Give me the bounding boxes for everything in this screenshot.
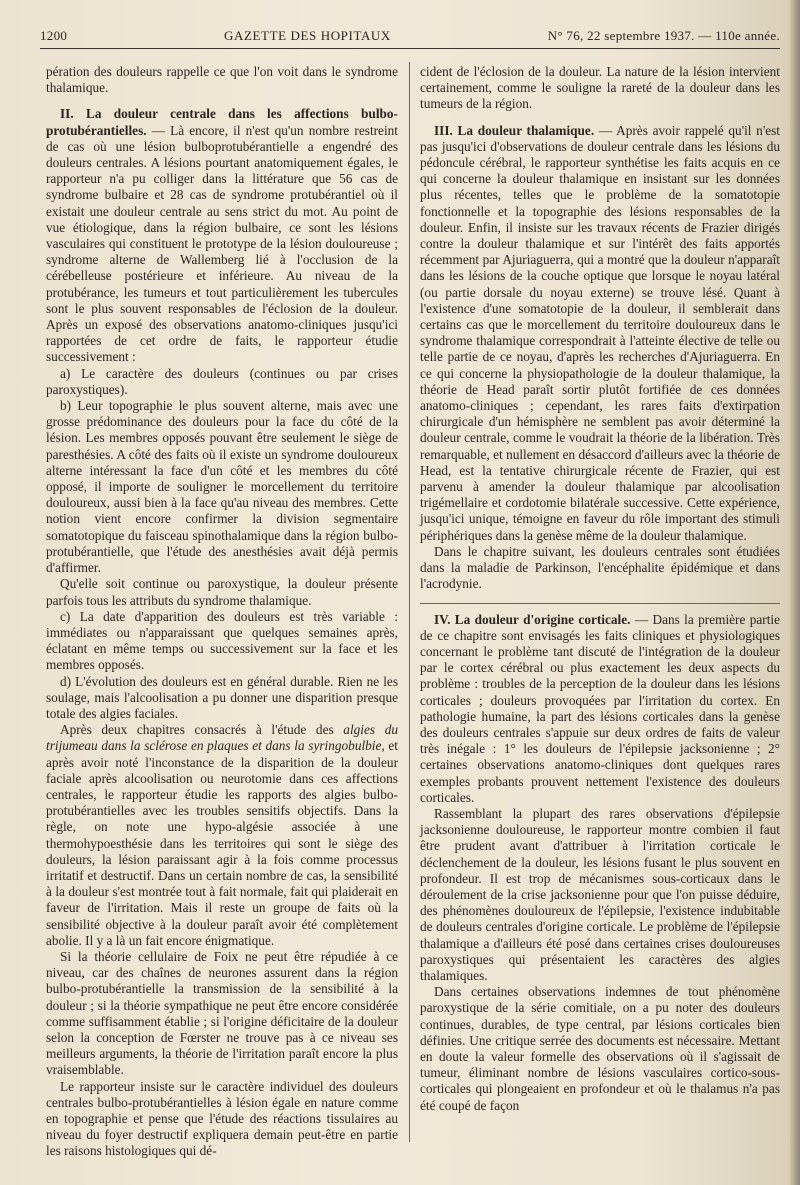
paragraph: d) L'évolution des douleurs est en général durable. Rien ne les soulage, mais l'alcoolisation a pu donner une disparition presque totale des algies faciales.: [46, 673, 398, 721]
section-rule: [420, 603, 780, 604]
header-rule: [40, 48, 780, 49]
page-header: [40, 28, 780, 48]
issue-info: N° 76, 22 septembre 1937. — 110e année.: [547, 28, 780, 43]
paragraph: Rassemblant la plupart des rares observations d'épilepsie jacksonienne douloureuse, le rapporteur montre combien il faut être prudent avant d'attribuer à l'irritation corticale le déclenchement de la douleur, les lésions fusant le plus souvent en profondeur. Il est trop de mécanismes sous-corticaux dans le déroulement de la crise jacksonienne pour que l'on puisse déduire, des phénomènes douloureux de l'épilepsie, l'existence indubitable de douleurs centrales d'origine corticale. Le problème de l'épilepsie thalamique a d'ailleurs été posé dans certaines crises douloureuses paroxystiques qui présentaient les caractères des algies thalamiques.: [420, 805, 780, 983]
italic-text: algies du trijumeau dans la sclérose en plaques et dans la syringobulbie,: [46, 722, 398, 754]
page-number: 1200: [40, 28, 68, 43]
section-4: [420, 612, 780, 806]
section-text: — Après avoir rappelé qu'il n'est pas jusqu'ici d'observations de douleur centrale dans les lésions du pédoncule cérébral, le rapporteur synthétise les faits acquis en ce qui concerne la douleur thalamique en insistant sur les données plus récentes, telles que le problème de la somatotopie fonctionnelle et la topographie des lésions responsables de la douleur. Enfin, il insiste sur les travaux récents de Frazier dirigés contre la douleur thalamique et sur l'intérêt des faits apportés récemment par Ajuriaguerra, qui a montré que la douleur n'apparaît dans les lésions de la couche optique que lorsque le noyau latéral (ou partie dorsale du noyau externe) se trouve lésé. Quant à l'existence d'une somatotopie de la douleur, il semblerait dans certains cas que le morcellement du territoire douloureux dans le syndrome thalamique correspondrait à l'atteinte élective de telle ou telle partie de ce noyau, d'après les recherches d'Ajuriaguerra. En ce qui concerne la physiopathologie de la douleur thalamique, la théorie de Head paraît sortir plutôt fortifiée de ces données anatomo-cliniques ; cependant, les rares faits d'extirpation chirurgicale d'un hémisphère ne semblent pas avoir déterminé la douleur centrale, comme le voudrait la théorie de la libération. Très remarquable, et nullement en désaccord d'ailleurs avec la théorie de Head, est la tentative chirurgicale récente de Frazier, qui est parvenu à amender la douleur thalamique par alcoolisation trigémellaire et cordotomie bilatérale successive. Cette expérience, jusqu'ici unique, témoigne en faveur du rôle important des stimuli périphériques dans la genèse même de la douleur thalamique.: [420, 122, 781, 543]
paragraph: b) Leur topographie le plus souvent alterne, mais avec une grosse prédominance des douleurs pour la face du côté de la lésion. Les membres opposés pouvant être seulement le siège de paresthésies. A côté des faits où il existe un syndrome douloureux alterne intéressant la face d'un côté et les membres du côté opposé, il importe de souligner le morcellement du territoire douloureux, aussi bien à la face qu'au niveau des membres. Cette notion vient encore confirmer la division segmentaire somatotopique du faisceau spinothalamique dans la région bulbo-protubérantielle, que l'étude des anesthésies avait déjà permis d'affirmer.: [46, 398, 398, 576]
section-heading: IV. La douleur d'origine corticale.: [434, 611, 631, 627]
section-text: — Là encore, il n'est qu'un nombre restreint de cas où une lésion bulboprotubérantielle a engendré des douleurs centrales. A lésions pourtant anatomiquement égales, le rapporteur n'a pu colliger dans la littérature que 56 cas de syndrome bulbaire et 28 cas de syndrome protubérantiel où il existait une douleur centrale au sens strict du mot. Au point de vue étiologique, dans la région bulbaire, ce sont les lésions vasculaires qui constituent le prototype de la lésion douloureuse ; syndrome alterne de Wallemberg lié à l'occlusion de la cérébelleuse postérieure et inférieure. Au niveau de la protubérance, les tumeurs et tout particulièrement les tubercules sont le plus souvent responsables de l'éclosion de la douleur. Après un exposé des observations anatomo-cliniques jusqu'ici rapportées de cet ordre de faits, le rapporteur étudie successivement :: [46, 122, 398, 365]
paragraph: Après deux chapitres consacrés à l'étude des algies du trijumeau dans la sclérose en plaques et dans la syringobulbie, et après avoir noté l'inconstance de la disparition de la douleur faciale après alcoolisation ou neurotomie dans ces affections centrales, le rapporteur étudie les rapports des algies bulbo-protubérantielles avec les troubles sensitifs objectifs. Dans la règle, on note une hypo-algésie associée à une thermohypoesthésie dans les territoires qui sont le siège des douleurs, la lésion paraissant agir à la fois comme processus irritatif et destructif. Dans un certain nombre de cas, la sensibilité à la douleur s'est montrée tout à fait normale, fait qui plaiderait en faveur de l'irritation. Mais il reste un groupe de faits où la sensibilité objective à la douleur paraît avoir été complètement abolie. Il y a là un fait encore énigmatique.: [46, 722, 399, 948]
paragraph: pération des douleurs rappelle ce que l'on voit dans le syndrome thalamique.: [46, 64, 398, 96]
paragraph: Qu'elle soit continue ou paroxystique, la douleur présente parfois tous les attributs du syndrome thalamique.: [46, 576, 398, 608]
paragraph: cident de l'éclosion de la douleur. La nature de la lésion intervient certainement, comme le souligne la rareté de la douleur dans les tumeurs de la région.: [420, 64, 780, 112]
paragraph: a) Le caractère des douleurs (continues ou par crises paroxystiques).: [46, 365, 398, 397]
paragraph: Dans le chapitre suivant, les douleurs centrales sont étudiées dans la maladie de Parkinson, l'encéphalite épidémique et dans l'acrodynie.: [420, 543, 780, 592]
section-2: [46, 106, 398, 365]
page-edge-shadow: [790, 0, 800, 1185]
column-rule: [409, 62, 410, 1142]
section-heading: III. La douleur thalamique.: [434, 122, 595, 138]
right-column: [420, 64, 780, 1114]
section-heading: II. La douleur centrale dans les affections bulbo-protubérantielles.: [46, 106, 398, 138]
section-text: — Dans la première partie de ce chapitre sont envisagés les faits cliniques et physiologiques concernant le problème tant discuté de l'intégration de la douleur par le cortex cérébral ou plus exactement les deux aspects du problème : troubles de la perception de la douleur dans les lésions corticales ; douleurs provoquées par l'irritation du cortex. En pathologie humaine, la part des lésions corticales dans la genèse des douleurs centrales s'appuie sur deux ordres de faits de valeur très inégale : 1° les douleurs de l'épilepsie jacksonienne ; 2° certaines observations anatomo-cliniques dont quelques rares exemples probants prouvent nettement l'existence des douleurs corticales.: [420, 611, 781, 805]
paragraph: Le rapporteur insiste sur le caractère individuel des douleurs centrales bulbo-protubérantielles à lésion égale en nature comme en topographie et pense que l'étude des réactions tissulaires au niveau du foyer destructif expliquera demain peut-être en partie les raisons histologiques qui dé-: [46, 1078, 398, 1159]
journal-title: GAZETTE DES HOPITAUX: [223, 28, 391, 43]
paragraph: Si la théorie cellulaire de Foix ne peut être répudiée à ce niveau, car des chaînes de neurones assurent dans la région bulbo-protubérantielle la transmission de la sensibilité à la douleur ; si la théorie sympathique ne peut être encore considérée comme suffisamment établie ; si l'origine déficitaire de la douleur selon la conception de Fœrster ne trouve pas à ce niveau ses meilleurs arguments, la théorie de l'irritation paraît encore la plus vraisemblable.: [46, 948, 398, 1078]
paragraph: c) La date d'apparition des douleurs est très variable : immédiates ou n'apparaissant que quelques semaines après, éclatant en même temps ou successivement sur la face et les membres opposés.: [46, 608, 398, 673]
left-column: [46, 64, 398, 1160]
paragraph: Dans certaines observations indemnes de tout phénomène paroxystique de la série comitiale, on a pu noter des douleurs continues, durables, de type central, par lésions corticales bien définies. Une critique serrée des documents est nécessaire. Mettant en doute la valeur formelle des observations où il s'agissait de tumeur, éliminant nombre de lésions vasculaires cortico-sous-corticales qui plongeaient en profondeur et où le thalamus n'a pas été coupé de façon: [420, 984, 780, 1113]
section-3: [420, 123, 780, 544]
